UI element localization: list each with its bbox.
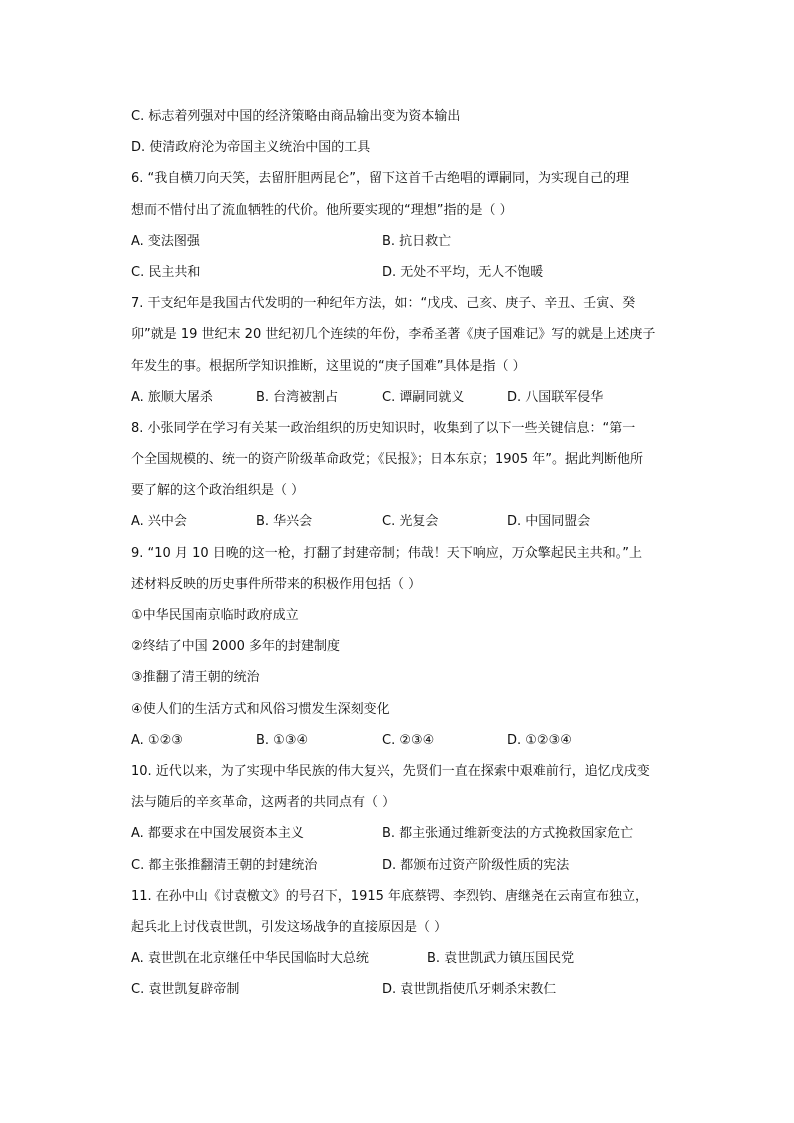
- q8-stem-line-1: 8. 小张同学在学习有关某一政治组织的历史知识时，收集到了以下一些关键信息：“第一: [131, 420, 636, 436]
- q9-option-a: A. ①②③: [131, 732, 183, 748]
- q8-option-d: D. 中国同盟会: [507, 514, 591, 530]
- q7-stem-line-3: 年发生的事。根据所学知识推断，这里说的“庚子国难”具体是指（ ）: [131, 358, 526, 374]
- q5-option-c: C. 标志着列强对中国的经济策略由商品输出变为资本输出: [131, 109, 461, 124]
- q10-options-row-2: [131, 850, 691, 881]
- q10-option-d: D. 都颁布过资产阶级性质的宪法: [382, 857, 570, 873]
- q11-option-d: D. 袁世凯指使爪牙刺杀宋教仁: [382, 982, 557, 998]
- q7-stem-line-2: 卯”就是 19 世纪末 20 世纪初几个连续的年份，李希圣著《庚子国难记》写的就是上述庚子: [131, 327, 656, 343]
- q7-option-a: A. 旅顺大屠杀: [131, 389, 213, 405]
- q11-stem-line-2: 起兵北上讨伐袁世凯，引发这场战争的直接原因是（ ）: [131, 919, 448, 935]
- q6-option-c: C. 民主共和: [131, 264, 201, 280]
- q7-option-b: B. 台湾被割占: [256, 389, 339, 405]
- q8-stem-line-2: 个全国规模的、统一的资产阶级革命政党；《民报》；日本东京；1905 年”。据此判断他所: [131, 452, 643, 468]
- q9-stem-line-2: 述材料反映的历史事件所带来的积极作用包括（ ）: [131, 576, 422, 592]
- q9-option-c: C. ②③④: [382, 732, 435, 748]
- q9-option-b: B. ①③④: [256, 732, 309, 748]
- q9-options-row: [131, 725, 691, 756]
- q9-item-4: ④使人们的生活方式和风俗习惯发生深刻变化: [131, 701, 390, 717]
- q8-option-b: B. 华兴会: [256, 514, 313, 530]
- q6-option-a: A. 变法图强: [131, 233, 200, 249]
- q8-option-c: C. 光复会: [382, 514, 439, 530]
- q6-stem-line-1: 6. “我自横刀向天笑，去留肝胆两昆仑”，留下这首千古绝唱的谭嗣同，为实现自己的理: [131, 171, 630, 187]
- q10-stem-line-2: 法与随后的辛亥革命，这两者的共同点有（ ）: [131, 795, 396, 811]
- q7-option-c: C. 谭嗣同就义: [382, 389, 465, 405]
- q10-options-row-1: [131, 818, 691, 849]
- q9-stem-line-1: 9. “10 月 10 日晚的这一枪，打翻了封建帝制；伟哉！天下响应，万众擎起民主共和。”上: [131, 545, 642, 561]
- q10-option-a: A. 都要求在中国发展资本主义: [131, 826, 304, 842]
- q6-stem-line-2: 想而不惜付出了流血牺牲的代价。他所要实现的“理想”指的是（ ）: [131, 202, 513, 218]
- q7-stem-line-1: 7. 干支纪年是我国古代发明的一种纪年方法，如：“戊戌、己亥、庚子、辛丑、壬寅、癸: [131, 296, 636, 312]
- q11-option-b: B. 袁世凯武力镇压国民党: [427, 951, 575, 967]
- q8-stem-line-3: 要了解的这个政治组织是（ ）: [131, 483, 305, 499]
- q11-options-row-2: [131, 974, 691, 1005]
- q10-option-b: B. 都主张通过维新变法的方式挽救国家危亡: [382, 826, 634, 842]
- q9-item-1: ①中华民国南京临时政府成立: [131, 608, 299, 623]
- q9-option-d: D. ①②③④: [507, 732, 572, 748]
- q7-option-d: D. 八国联军侵华: [507, 389, 604, 405]
- q11-option-a: A. 袁世凯在北京继任中华民国临时大总统: [131, 951, 369, 967]
- q6-options-row-2: [131, 257, 691, 288]
- q10-option-c: C. 都主张推翻清王朝的封建统治: [131, 857, 318, 873]
- q11-stem-line-1: 11. 在孙中山《讨袁檄文》的号召下，1915 年底蔡锷、李烈钧、唐继尧在云南宣布独立，: [131, 888, 649, 904]
- q9-item-2: ②终结了中国 2000 多年的封建制度: [131, 639, 341, 655]
- q10-stem-line-1: 10. 近代以来，为了实现中华民族的伟大复兴，先贤们一直在探索中艰难前行，追忆戊戌变: [131, 763, 650, 779]
- q8-option-a: A. 兴中会: [131, 514, 187, 530]
- q5-option-d: D. 使清政府沦为帝国主义统治中国的工具: [131, 140, 371, 156]
- q7-options-row: [131, 382, 691, 413]
- q6-options-row-1: [131, 226, 691, 257]
- q11-options-row-1: [131, 943, 691, 974]
- q6-option-b: B. 抗日救亡: [382, 233, 452, 249]
- q11-option-c: C. 袁世凯复辟帝制: [131, 982, 240, 998]
- q8-options-row: [131, 506, 691, 537]
- q9-item-3: ③推翻了清王朝的统治: [131, 670, 260, 686]
- exam-page: [131, 101, 691, 1005]
- q6-option-d: D. 无处不平均，无人不饱暖: [382, 264, 544, 280]
